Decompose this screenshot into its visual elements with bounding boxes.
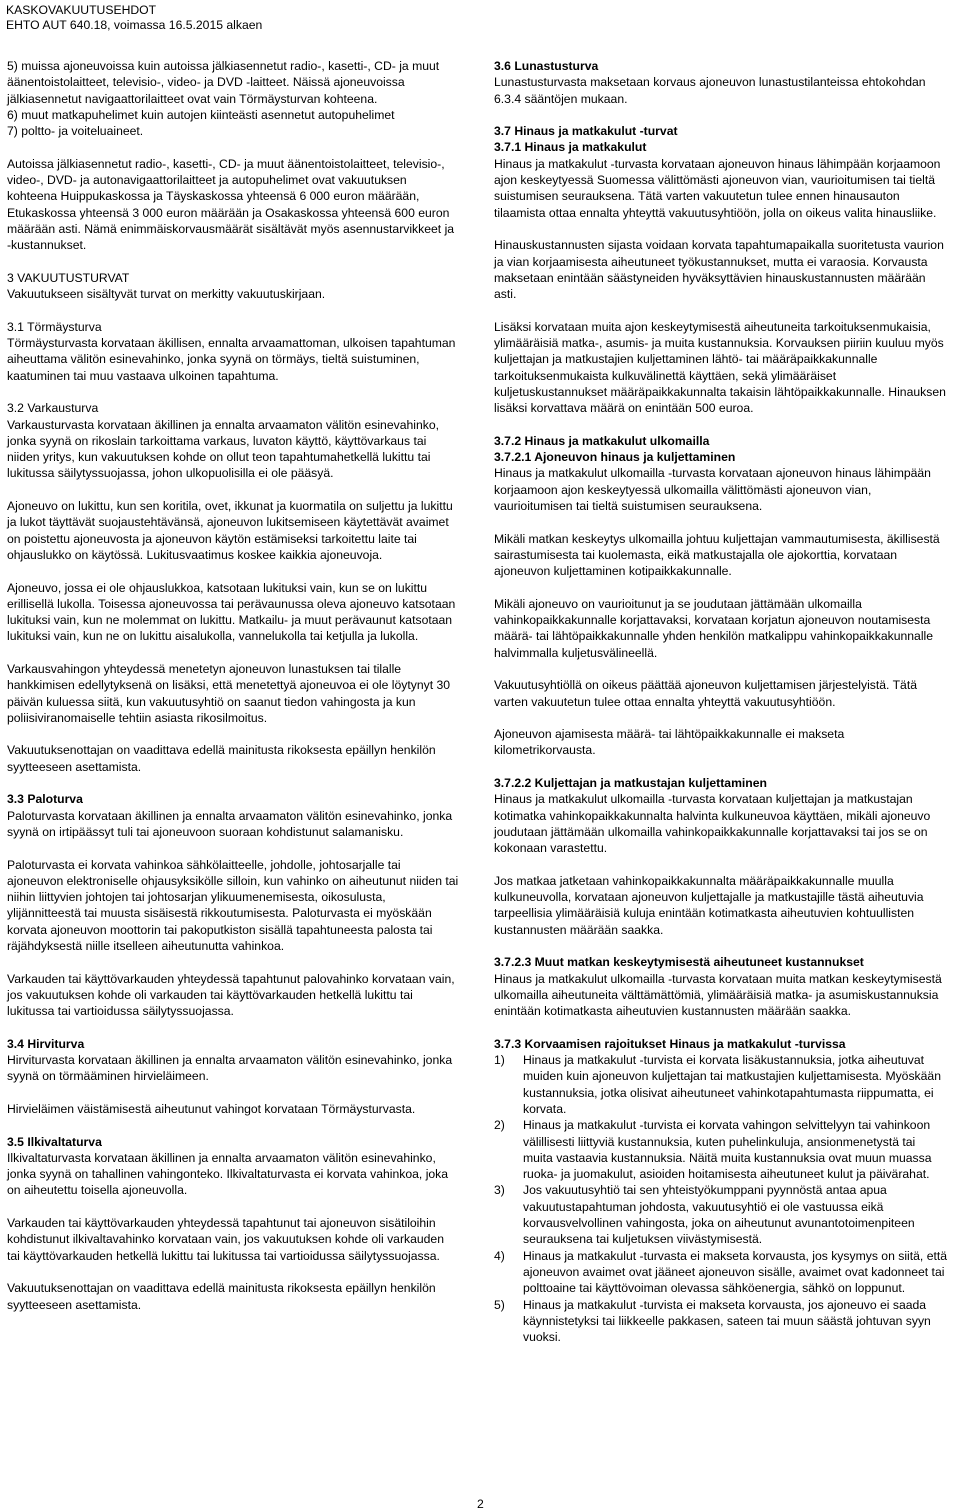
section-3-4-title: 3.4 Hirviturva — [7, 1036, 85, 1051]
header-subtitle: EHTO AUT 640.18, voimassa 16.5.2015 alkaen — [6, 18, 263, 32]
section-3-7-2-1-paragraph-4: Vakuutusyhtiöllä on oikeus päättää ajoneuvon kuljettamisen järjestelyistä. Tätä varten vakuutetun tulee ottaa ennalta yhteyttä vakuutusyhtiöön. — [494, 678, 917, 709]
list-item-text: Jos vakuutusyhtiö tai sen yhteistyökumppani pyynnöstä antaa apua vakuutustapahtuman johdosta, vakuutusyhtiö ei ole vastuussa eikä korvausvelvollinen vahingosta, joka on aiheutunut avunantotoimenpiteen seurauksena tai kuljetuksen viivästymisestä. — [523, 1183, 915, 1247]
section-3-6-title: 3.6 Lunastusturva — [494, 59, 599, 73]
section-3-7-title: 3.7 Hinaus ja matkakulut -turvat — [494, 124, 678, 139]
section-3-7-2-1-paragraph-3: Mikäli ajoneuvo on vaurioitunut ja se joudutaan jättämään ulkomailla vahinkopaikkakunnalle korjattavaksi, korvataan korjatun ajoneuvon noutamisesta määrä- tai lähtöpaikkakunnalle yhden henkilön matkalippu vahinkopaikkakunnalle halvimmalla kuljetusvälineellä. — [494, 596, 934, 660]
section-3-4-paragraph-2: Hirvieläimen väistämisestä aiheutunut vahingot korvataan Törmäysturvasta. — [7, 1102, 416, 1116]
section-3-7-1-text: Hinaus ja matkakulut -turvasta korvataan ajoneuvon hinaus lähimpään korjaamoon ajon keskeytyessä Suomessa välittömästi ajoneuvon vian, vaurioitumisen tai tieltä suistumisen seurauksena. Tätä varten vakuutetun tulee ennen hinausauton tilaamista ottaa ennalta yhteyttä vakuutusyhtiöön, jolla on oikeus valita hinausliike. — [494, 156, 941, 220]
section-3-1-text: Törmäysturvasta korvataan äkillisen, ennalta arvaamattoman, ulkoisen tapahtuman aiheuttama välitön esinevahinko, jonka syynä on törmäys, tieltä suistuminen, kaatuminen tai muu vastaava ulkoinen tapahtuma. — [7, 336, 456, 383]
item-5: 5) muissa ajoneuvoissa kuin autoissa jälkiasennetut radio-, kasetti-, CD- ja muut äänentoistolaitteet, televisio-, video- ja DVD -laitteet. Näissä ajoneuvoissa jälkiasennetut navigaattorilaitteet ovat vain Törmäysturvan kohteena. — [7, 59, 440, 106]
section-3-2-paragraph-4: Varkausvahingon yhteydessä menetetyn ajoneuvon lunastuksen tai tilalle hankkimisen edellytyksenä on lisäksi, että menetettyä ajoneuvoa ei ole löytynyt 30 päivän kuluessa siitä, kun vakuutusyhtiö on saanut tiedon vahingosta ja kun poliisiviranomaiselle tehtiin asiasta rikosilmoitus. — [7, 661, 451, 725]
list-item-number: 2) — [494, 1118, 505, 1133]
list-item-text: Hinaus ja matkakulut -turvista ei makseta korvausta, jos ajoneuvo ei saada käynnistetyksi tai liikkeelle pakkasen, sateen tai muun säästä johtuvan syyn vuoksi. — [523, 1297, 931, 1345]
section-3-7-2-2-title: 3.7.2.2 Kuljettajan ja matkustajan kuljettaminen — [494, 776, 767, 791]
section-3-7-2-1-paragraph-2: Mikäli matkan keskeytys ulkomailla johtuu kuljettajan vammautumisesta, äkillisestä sairastumisesta tai kuolemasta, eikä matkustajalla ole ajokorttia, korvataan ajoneuvon kuljettaminen kotipaikkakunnalle. — [494, 531, 940, 579]
section-3-3-title: 3.3 Paloturva — [7, 792, 83, 807]
paragraph-items-5-7 — [7, 58, 459, 139]
limitations-list — [494, 1052, 948, 1345]
section-3-7-2-2-paragraph-2: Jos matkaa jatketaan vahinkopaikkakunnalta määräpaikkakunnalle muulla kulkuneuvolla, korvataan ajoneuvon kuljettajalle ja matkustajille tästä aiheutuvia tarpeellisia ylimääräisiä kuluja enintään kotimatkasta aiheutuvien kohtuullisten kustannusten määrään saakka. — [494, 873, 924, 937]
list-item-text: Hinaus ja matkakulut -turvasta ei makseta korvausta, jos kysymys on siitä, että ajoneuvon avaimet ovat jääneet ajoneuvon sisälle, avaimet ovat kadonneet tai polttoaine tai käyttövoiman olevassa sähköenergia, sähkö on loppunut. — [523, 1248, 948, 1296]
section-3-2-paragraph-2: Ajoneuvo on lukittu, kun sen koritila, ovet, ikkunat ja kuormatila on suljettu ja lukittu ja lukot täyttävät suojaustehtävänsä, ajoneuvon lukitsemiseen käytettävät avaimet on poistettu ajoneuvosta ja ajoneuvon käytön estämiseksi tarkoitettu laite tai ohjauslukko on käytössä. Lukitusvaatimus koskee kaikkia ajoneuvoja. — [7, 499, 453, 562]
section-3-7-2-3-text: Hinaus ja matkakulut ulkomailla -turvasta korvataan muita matkan keskeytymisestä ulkomailla aiheutuneita välttämättömiä, ylimääräisiä matka- ja asumiskustannuksia enintään kotimatkasta aiheutuvien kustannusten määrään saakka. — [494, 971, 942, 1019]
section-3-7-3-title: 3.7.3 Korvaamisen rajoitukset Hinaus ja matkakulut -turvissa — [494, 1036, 846, 1051]
section-3-7-2-3-title: 3.7.2.3 Muut matkan keskeytymisestä aiheutuneet kustannukset — [494, 955, 864, 970]
section-3-7-2-1-title: 3.7.2.1 Ajoneuvon hinaus ja kuljettaminen — [494, 450, 736, 465]
list-item-number: 4) — [494, 1248, 505, 1263]
list-item-text: Hinaus ja matkakulut -turvista ei korvata vahingon selvittelyyn tai vahinkoon välillisesti liittyviä kustannuksia, kuten puhelinkuluja, ansionmenetystä tai muita vastaavia kustannuksia. Näitä muita kustannuksia ovat muun muassa ruoka- ja juomakulut, asioiden hoitamisesta aiheutuneet kulut ja päivärahat. — [523, 1118, 932, 1182]
section-3-3-paragraph-2: Paloturvasta ei korvata vahinkoa sähkölaitteelle, johdolle, johtosarjalle tai ajoneuvon elektroniselle ohjausyksikölle silloin, kun vahinko on aiheutunut niiden tai niihin liittyvien johtojen tai johtosarjan ylikuumenemisesta, oikosulusta, ylijännitteestä tai muusta sisäisestä rikkoutumisesta. Paloturvasta ei myöskään korvata ajoneuvon moottorin tai pakoputkiston sisällä tapahtuneesta palosta tai räjähdyksestä niille itselleen aiheutunutta vahinkoa. — [7, 857, 459, 954]
list-item-number: 1) — [494, 1053, 505, 1068]
section-3-7-2-2-text: Hinaus ja matkakulut ulkomailla -turvasta korvataan kuljettajan ja matkustajan kotimatka vahinkopaikkakunnalta halvinta kulkuneuvoa käyttäen, mikäli ajoneuvo joudutaan jättämään ulkomailla vahinkopaikkakunnalle korjattavaksi tai jos se on kokonaan varastettu. — [494, 792, 931, 856]
section-3-5-paragraph-3: Vakuutuksenottajan on vaadittava edellä mainitusta rikoksesta epäillyn henkilön syytteeseen asettamista. — [7, 1281, 436, 1312]
item-6: 6) muut matkapuhelimet kuin autojen kiinteästi asennetut autopuhelimet — [7, 107, 395, 122]
section-3-4-text: Hirviturvasta korvataan äkillinen ja ennalta arvaamaton välitön esinevahinko, jonka syynä on törmääminen hirvieläimeen. — [7, 1053, 453, 1084]
list-item-number: 3) — [494, 1183, 505, 1198]
section-3-2-paragraph-3: Ajoneuvo, jossa ei ole ohjauslukkoa, katsotaan lukituksi vain, kun se on lukittu erillisellä lukolla. Toisessa ajoneuvossa tai perävaunussa oleva ajoneuvo katsotaan lukituksi vain, kun ne molemmat on lukittu. Matkailu- ja muut perävaunut katsotaan lukituksi vain, kun ne on lukittu aisalukolla, vannelukolla tai ketjulla ja lukolla. — [7, 580, 456, 644]
section-3-3-text: Paloturvasta korvataan äkillinen ja ennalta arvaamaton välitön esinevahinko, jonka syynä on irtipäässyt tuli tai ajoneuvoon suoraan kohdistunut salamanisku. — [7, 808, 453, 839]
page-number: 2 — [477, 1497, 484, 1511]
list-item — [494, 1182, 948, 1247]
section-3-1-title: 3.1 Törmäysturva — [7, 319, 102, 334]
section-3-5-text: Ilkivaltaturvasta korvataan äkillinen ja ennalta arvaamaton välitön esinevahinko, jonka syynä on tahallinen vahingonteko. Ilkivaltaturvasta ei korvata vahinkoa, joka on aiheutettu toisella ajoneuvolla. — [7, 1150, 449, 1198]
list-item — [494, 1117, 948, 1182]
left-column — [7, 58, 459, 1329]
section-3-7-1-title: 3.7.1 Hinaus ja matkakulut — [494, 140, 647, 155]
section-3-5-paragraph-2: Varkauden tai käyttövarkauden yhteydessä tapahtunut tai ajoneuvon sisätiloihin kohdistunut ilkivaltavahinko korvataan vain, jos vakuutuksen kohde oli varkauden tai käyttövarkauden hetkellä lukittu tai lukitussa tai vartioidussa säilytyssuojassa. — [7, 1216, 444, 1263]
section-3-title: 3 VAKUUTUSTURVAT — [7, 270, 130, 285]
list-item — [494, 1248, 948, 1297]
list-item-text: Hinaus ja matkakulut -turvista ei korvata lisäkustannuksia, jotka aiheutuvat muiden kuin ajoneuvon kuljettajan tai matkustajien kuljettamisesta. Myöskään kustannuksia, jotka olisivat aiheutuneet vahinkotapahtumasta riippumatta, ei korvata. — [523, 1053, 941, 1116]
section-3-7-2-1-text: Hinaus ja matkakulut ulkomailla -turvasta korvataan ajoneuvon hinaus lähimpään korjaamoon ajon keskeytyessä ulkomailla välittömästi ajoneuvon vian, vaurioitumisen tai tieltä suistumisen seurauksena. — [494, 466, 931, 514]
section-3-6-text: Lunastusturvasta maksetaan korvaus ajoneuvon lunastustilanteissa ehtokohdan 6.3.4 sääntöjen mukaan. — [494, 75, 926, 106]
document-header — [6, 3, 262, 33]
section-3-5-title: 3.5 Ilkivaltaturva — [7, 1134, 102, 1149]
list-item-number: 5) — [494, 1297, 505, 1312]
header-title: KASKOVAKUUTUSEHDOT — [6, 3, 157, 17]
paragraph-aftermarket-devices: Autoissa jälkiasennetut radio-, kasetti-, CD- ja muut äänentoistolaitteet, televisio-, video-, DVD- ja autonavigaattorilaitteet ja autopuhelimet ovat vakuutuksen kohteena Huippukaskossa ja Täyskaskossa yhteensä 6 000 euron määrään, Etukaskossa yhteensä 3 000 euron määrään ja Osakaskossa yhteensä 600 euron määrään asti. Nämä enimmäiskorvausmäärät sisältävät myös asennustarvikkeet ja -kustannukset. — [7, 156, 455, 253]
section-3-7-1-paragraph-3: Lisäksi korvataan muita ajon keskeytymisestä aiheutuneita tarkoituksenmukaisia, ylimääräisiä matka-, asumis- ja muita kustannuksia. Korvauksen piiriin kuuluu myös kuljettajan ja matkustajien kuljettaminen lähtö- tai määräpaikkakunnalle tarkoituksenmukaista kulkuvälinettä käyttäen, sekä ylimääräiset kuljetuskustannukset määräpaikkakunnalta takaisin lähtöpaikkakunnalle. Hinauksen lisäksi korvattava määrä on enintään 500 euroa. — [494, 319, 946, 416]
right-column — [494, 58, 948, 1362]
item-7: 7) poltto- ja voiteluaineet. — [7, 124, 144, 139]
section-3-7-1-paragraph-2: Hinauskustannusten sijasta voidaan korvata tapahtumapaikalla suoritetusta vaurion ja vian korjaamisesta aiheutuneet työkustannukset, mutta ei varaosia. Korvausta maksetaan enintään säästyneiden hyväksyttävien hinauskustannusten määrään asti. — [494, 238, 944, 302]
section-3-text: Vakuutukseen sisältyvät turvat on merkitty vakuutuskirjaan. — [7, 287, 326, 302]
list-item — [494, 1297, 948, 1346]
list-item — [494, 1052, 948, 1117]
section-3-3-paragraph-3: Varkauden tai käyttövarkauden yhteydessä tapahtunut palovahinko korvataan vain, jos vakuutuksen kohde oli varkauden tai käyttövarkauden hetkellä lukittu tai lukitussa tai vartioidussa säilytyssuojassa. — [7, 971, 455, 1019]
section-3-7-2-1-paragraph-5: Ajoneuvon ajamisesta määrä- tai lähtöpaikkakunnalle ei makseta kilometrikorvausta. — [494, 727, 845, 758]
section-3-2-text: Varkausturvasta korvataan äkillinen ja ennalta arvaamaton välitön esinevahinko, jonka syynä on rikoslain tarkoittama varkaus, luvaton käyttö, käyttövarkaus tai niiden yritys, kun vakuutuksen kohde on ollut teon tapahtumahetkellä lukittu tai lukitussa säilytyssuojassa, johon ulkopuolisilla ei ole pääsyä. — [7, 417, 440, 481]
section-3-2-title: 3.2 Varkausturva — [7, 401, 99, 416]
section-3-2-paragraph-5: Vakuutuksenottajan on vaadittava edellä mainitusta rikoksesta epäillyn henkilön syytteeseen asettamista. — [7, 743, 436, 774]
section-3-7-2-title: 3.7.2 Hinaus ja matkakulut ulkomailla — [494, 433, 710, 448]
